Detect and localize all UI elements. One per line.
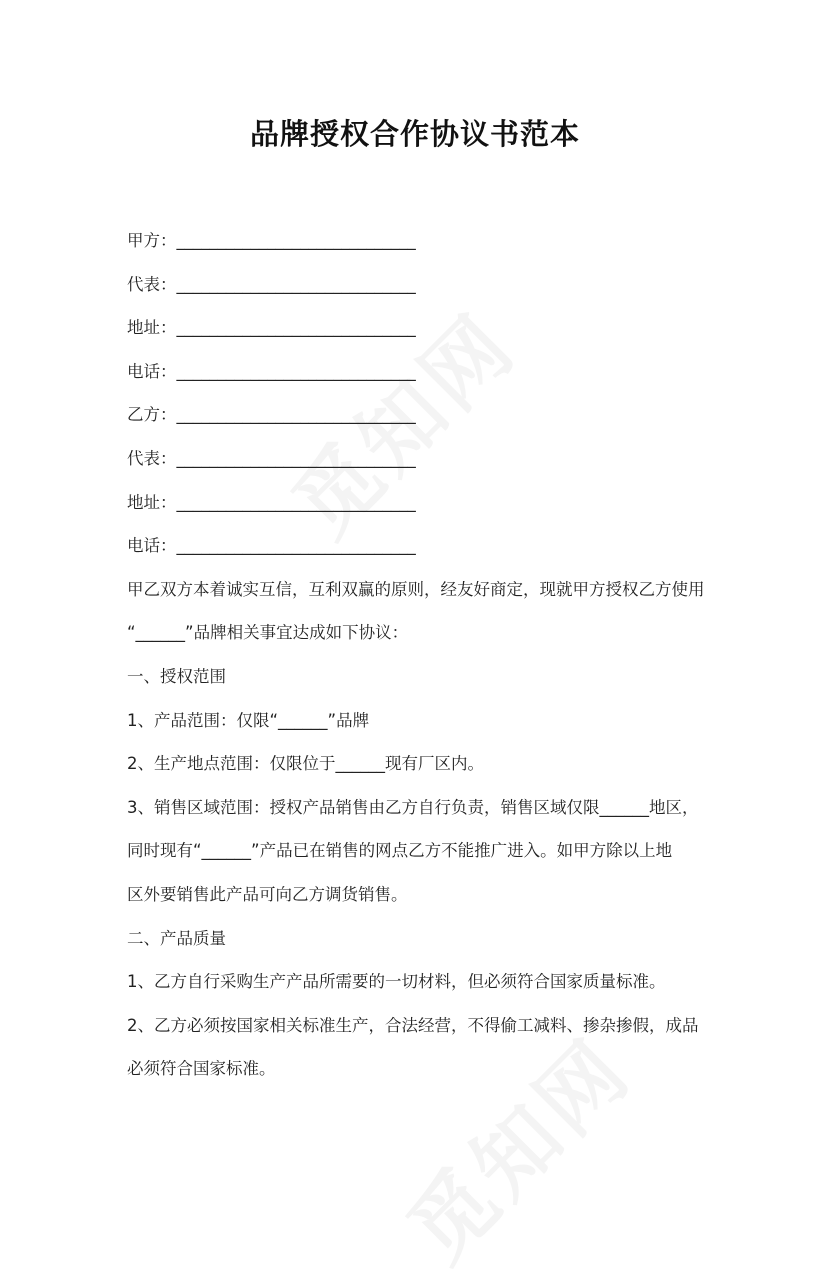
page-title: 品牌授权合作协议书范本 [249,117,580,151]
paragraph-line: 3、销售区域范围：授权产品销售由乙方自行负责，销售区域仅限______地区， [127,797,699,817]
paragraph-line: 必须符合国家标准。 [127,1059,276,1079]
paragraph-line: 1、乙方自行采购生产产品所需要的一切材料，但必须符合国家质量标准。 [127,972,666,992]
paragraph-line: 2、生产地点范围：仅限位于______现有厂区内。 [127,754,484,774]
party-b-representative-line: 代表：_____________________________ [127,448,416,468]
paragraph-line: “______”品牌相关事宜达成如下协议： [127,623,409,643]
paragraph-line: 同时现有“______”产品已在销售的网点乙方不能推广进入。如甲方除以上地 [127,841,673,861]
paragraph-line: 区外要销售此产品可向乙方调货销售。 [127,884,408,904]
paragraph-line: 甲乙双方本着诚实互信，互利双赢的原则，经友好商定，现就甲方授权乙方使用 [127,579,705,599]
party-b-phone-line: 电话：_____________________________ [127,536,416,556]
party-a-name-line: 甲方：_____________________________ [127,231,416,250]
party-b-name-line: 乙方：_____________________________ [127,405,416,425]
party-a-representative-line: 代表：_____________________________ [127,274,416,294]
party-b-address-line: 地址：_____________________________ [127,492,416,512]
party-a-address-line: 地址：_____________________________ [127,318,416,338]
party-a-phone-line: 电话：_____________________________ [127,361,416,381]
paragraph-line: 1、产品范围：仅限“______”品牌 [127,710,370,730]
section-heading: 二、产品质量 [127,928,226,948]
document-body [127,219,712,1091]
paragraph-line: 2、乙方必须按国家相关标准生产，合法经营，不得偷工减料、掺杂掺假，成品 [127,1015,699,1035]
section-heading: 一、授权范围 [127,666,226,686]
